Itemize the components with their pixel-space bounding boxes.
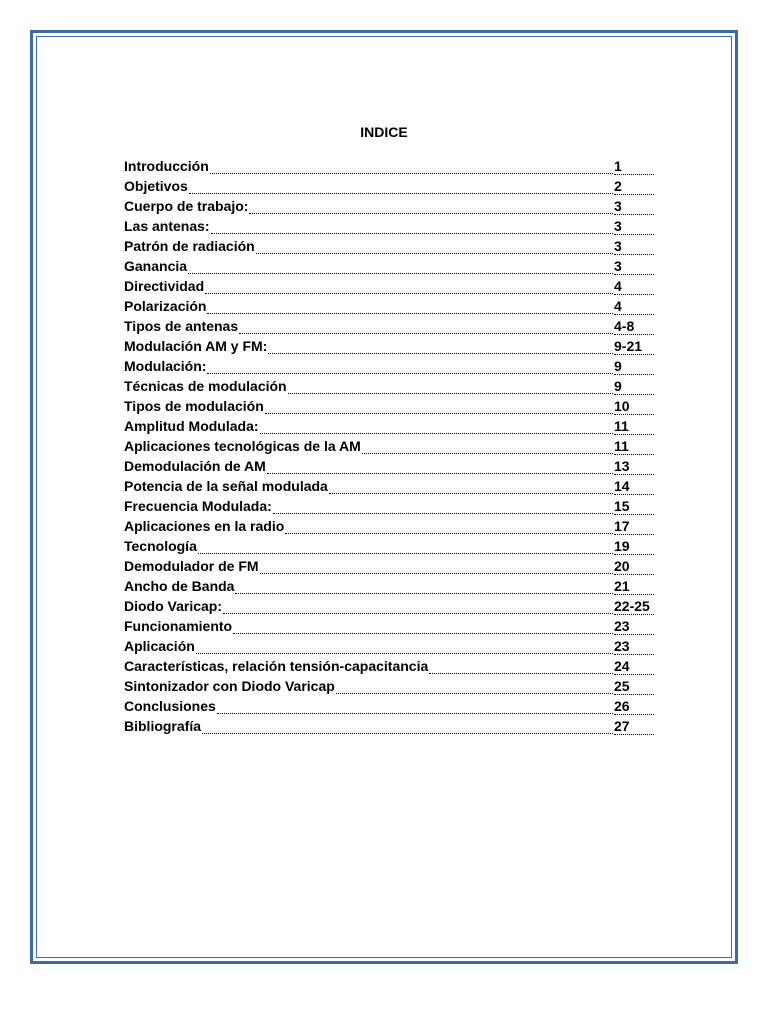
toc-entry-label: Funcionamiento xyxy=(124,618,233,634)
toc-dot-leader xyxy=(329,493,613,494)
toc-dot-leader xyxy=(207,373,613,374)
toc-entry-page-number: 21 xyxy=(614,578,654,595)
toc-entry[interactable] xyxy=(124,396,654,416)
toc-entry-label: Conclusiones xyxy=(124,698,216,714)
toc-dot-leader xyxy=(285,533,613,534)
toc-dot-leader xyxy=(189,193,613,194)
toc-entry-label: Objetivos xyxy=(124,178,188,194)
toc-entry-label: Aplicaciones en la radio xyxy=(124,518,285,534)
toc-dot-leader xyxy=(205,293,613,294)
toc-entry[interactable] xyxy=(124,336,654,356)
toc-entry-page-number: 3 xyxy=(614,218,654,235)
toc-entry-label: Patrón de radiación xyxy=(124,238,255,254)
toc-entry-label: Aplicación xyxy=(124,638,195,654)
toc-entry[interactable] xyxy=(124,656,654,676)
toc-dot-leader xyxy=(233,633,613,634)
toc-dot-leader xyxy=(273,513,613,514)
toc-entry[interactable] xyxy=(124,276,654,296)
toc-entry-label: Polarización xyxy=(124,298,207,314)
toc-entry[interactable] xyxy=(124,436,654,456)
toc-dot-leader xyxy=(210,173,613,174)
toc-dot-leader xyxy=(265,413,613,414)
toc-entry-page-number: 17 xyxy=(614,518,654,535)
toc-entry[interactable] xyxy=(124,556,654,576)
toc-entry[interactable] xyxy=(124,516,654,536)
toc-entry[interactable] xyxy=(124,156,654,176)
toc-entry-page-number: 14 xyxy=(614,478,654,495)
toc-entry[interactable] xyxy=(124,636,654,656)
toc-entry-page-number: 27 xyxy=(614,718,654,735)
toc-entry[interactable] xyxy=(124,316,654,336)
toc-entry-label: Técnicas de modulación xyxy=(124,378,287,394)
toc-dot-leader xyxy=(267,473,613,474)
toc-entry-page-number: 4 xyxy=(614,298,654,315)
toc-entry-label: Directividad xyxy=(124,278,205,294)
toc-entry-label: Demodulador de FM xyxy=(124,558,259,574)
toc-dot-leader xyxy=(249,213,613,214)
toc-dot-leader xyxy=(260,573,613,574)
toc-entry-page-number: 24 xyxy=(614,658,654,675)
toc-dot-leader xyxy=(207,313,613,314)
toc-dot-leader xyxy=(336,693,613,694)
toc-entry[interactable] xyxy=(124,216,654,236)
toc-entry-label: Modulación AM y FM: xyxy=(124,338,268,354)
toc-entry[interactable] xyxy=(124,416,654,436)
toc-entry[interactable] xyxy=(124,196,654,216)
toc-entry-label: Tipos de modulación xyxy=(124,398,264,414)
page-title: INDICE xyxy=(360,124,408,140)
toc-entry-page-number: 11 xyxy=(614,418,654,435)
toc-entry-page-number: 23 xyxy=(614,638,654,655)
toc-dot-leader xyxy=(268,353,613,354)
toc-entry-label: Bibliografía xyxy=(124,718,202,734)
toc-dot-leader xyxy=(288,393,613,394)
toc-entry-page-number: 25 xyxy=(614,678,654,695)
toc-entry[interactable] xyxy=(124,616,654,636)
toc-entry[interactable] xyxy=(124,576,654,596)
toc-entry-page-number: 9-21 xyxy=(614,338,654,355)
toc-dot-leader xyxy=(188,273,613,274)
toc-entry[interactable] xyxy=(124,256,654,276)
toc-entry[interactable] xyxy=(124,496,654,516)
toc-entry-label: Características, relación tensión-capacitancia xyxy=(124,658,429,674)
toc-entry-page-number: 22-25 xyxy=(614,598,654,615)
toc-entry-page-number: 19 xyxy=(614,538,654,555)
toc-entry-label: Ancho de Banda xyxy=(124,578,235,594)
table-of-contents xyxy=(124,156,654,736)
toc-dot-leader xyxy=(211,233,613,234)
toc-entry[interactable] xyxy=(124,536,654,556)
toc-entry-page-number: 1 xyxy=(614,158,654,175)
toc-entry-page-number: 10 xyxy=(614,398,654,415)
toc-entry-page-number: 20 xyxy=(614,558,654,575)
toc-dot-leader xyxy=(202,733,613,734)
toc-dot-leader xyxy=(429,673,613,674)
toc-entry[interactable] xyxy=(124,696,654,716)
toc-entry[interactable] xyxy=(124,376,654,396)
toc-entry-page-number: 3 xyxy=(614,238,654,255)
toc-entry-label: Ganancia xyxy=(124,258,188,274)
toc-dot-leader xyxy=(362,453,613,454)
toc-entry-label: Introducción xyxy=(124,158,209,174)
toc-entry-page-number: 9 xyxy=(614,358,654,375)
toc-entry-page-number: 9 xyxy=(614,378,654,395)
toc-entry-page-number: 15 xyxy=(614,498,654,515)
toc-dot-leader xyxy=(235,593,613,594)
toc-entry-label: Diodo Varicap: xyxy=(124,598,223,614)
toc-entry-page-number: 3 xyxy=(614,198,654,215)
toc-entry-page-number: 2 xyxy=(614,178,654,195)
toc-entry[interactable] xyxy=(124,676,654,696)
toc-entry-label: Modulación: xyxy=(124,358,207,374)
toc-entry[interactable] xyxy=(124,476,654,496)
toc-entry[interactable] xyxy=(124,356,654,376)
toc-entry-page-number: 23 xyxy=(614,618,654,635)
toc-entry-page-number: 26 xyxy=(614,698,654,715)
toc-dot-leader xyxy=(196,653,613,654)
toc-dot-leader xyxy=(217,713,613,714)
toc-entry[interactable] xyxy=(124,176,654,196)
toc-entry[interactable] xyxy=(124,236,654,256)
toc-entry-label: Aplicaciones tecnológicas de la AM xyxy=(124,438,361,454)
toc-entry[interactable] xyxy=(124,716,654,736)
toc-entry-label: Frecuencia Modulada: xyxy=(124,498,272,514)
toc-dot-leader xyxy=(239,333,613,334)
toc-entry-label: Demodulación de AM xyxy=(124,458,266,474)
toc-dot-leader xyxy=(223,613,613,614)
toc-entry-label: Amplitud Modulada: xyxy=(124,418,259,434)
toc-entry-page-number: 3 xyxy=(614,258,654,275)
toc-dot-leader xyxy=(198,553,613,554)
toc-dot-leader xyxy=(256,253,613,254)
toc-entry-label: Tipos de antenas xyxy=(124,318,239,334)
toc-entry-label: Sintonizador con Diodo Varicap xyxy=(124,678,335,694)
toc-entry[interactable] xyxy=(124,456,654,476)
toc-entry-page-number: 4-8 xyxy=(614,318,654,335)
toc-entry-page-number: 13 xyxy=(614,458,654,475)
toc-entry-page-number: 4 xyxy=(614,278,654,295)
toc-entry-label: Las antenas: xyxy=(124,218,210,234)
toc-entry-label: Potencia de la señal modulada xyxy=(124,478,328,494)
toc-entry-label: Tecnología xyxy=(124,538,197,554)
toc-entry-label: Cuerpo de trabajo: xyxy=(124,198,249,214)
toc-dot-leader xyxy=(260,433,613,434)
toc-entry[interactable] xyxy=(124,596,654,616)
toc-entry-page-number: 11 xyxy=(614,438,654,455)
toc-entry[interactable] xyxy=(124,296,654,316)
